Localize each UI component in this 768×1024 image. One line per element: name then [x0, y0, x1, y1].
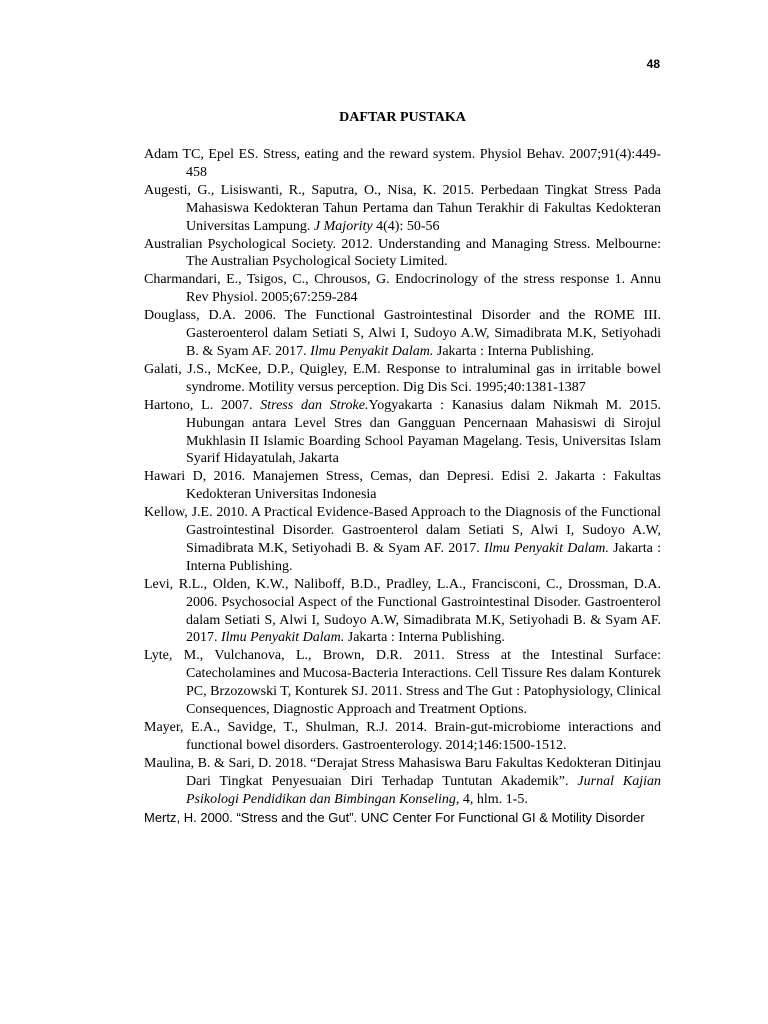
- reference-text: Levi, R.L., Olden, K.W., Naliboff, B.D., Pradley, L.A., Francisconi, C., Drossman, D.A. 2006. Psychosocial Aspect of the Functional Gastrointestinal Disoder. Gastroenterol dalam Setiati S, Alwi I, Sudoyo A.W, Simadibrata M.K, Setiyohadi B. & Syam AF. 2017.: [144, 576, 661, 646]
- reference-source-title: Jurnal Kajian Psikologi Pendidikan dan Bimbingan Konseling: [186, 773, 662, 807]
- reference-text: Mayer, E.A., Savidge, T., Shulman, R.J. 2014. Brain-gut-microbiome interactions and functional bowel disorders. Gastroenterology. 2014;146:1500-1512.: [144, 720, 661, 753]
- reference-source-title: Stress dan Stroke.: [260, 397, 369, 413]
- reference-text-tail: 4(4): 50-56: [372, 218, 440, 234]
- reference-text: Australian Psychological Society. 2012. Understanding and Managing Stress. Melbourne: The Australian Psychological Society Limited.: [144, 236, 661, 270]
- reference-entry-aps: [144, 236, 661, 272]
- reference-entry-kellow: [144, 504, 661, 576]
- reference-entry-douglass: [144, 307, 661, 361]
- reference-source-title: Ilmu Penyakit Dalam.: [310, 343, 434, 359]
- reference-text: Lyte, M., Vulchanova, L., Brown, D.R. 2011. Stress at the Intestinal Surface: Catecholamines and Mucosa-Bacteria Interactions. Cell Tissure Res dalam Konturek PC, Brzozowski T, Konturek SJ. 2011. Stress and The Gut : Patophysiology, Clinical Consequences, Diagnostic Approach and Treatment Options.: [144, 648, 661, 718]
- reference-entry-mertz: [144, 809, 661, 827]
- reference-text: Charmandari, E., Tsigos, C., Chrousos, G. Endocrinology of the stress response 1. Annu Rev Physiol. 2005;67:259-284: [144, 272, 661, 306]
- reference-text-tail: Jakarta : Interna Publishing.: [186, 540, 662, 574]
- reference-text: Adam TC, Epel ES. Stress, eating and the reward system. Physiol Behav. 2007;91(4):449-458: [144, 147, 661, 180]
- reference-source-title: J Majority: [313, 218, 373, 234]
- reference-text-tail: Jakarta : Interna Publishing.: [433, 343, 594, 359]
- reference-text: Augesti, G., Lisiswanti, R., Saputra, O., Nisa, K. 2015. Perbedaan Tingkat Stress Pada Mahasiswa Kedokteran Tahun Pertama dan Tahun Terakhir di Fakultas Kedokteran Universitas Lampung.: [144, 182, 661, 234]
- page-number: 48: [646, 57, 660, 71]
- reference-source-title: Ilmu Penyakit Dalam.: [221, 630, 345, 646]
- reference-entry-levi: [144, 576, 661, 648]
- reference-text: Hawari D, 2016. Manajemen Stress, Cemas, dan Depresi. Edisi 2. Jakarta : Fakultas Kedokteran Universitas Indonesia: [144, 469, 661, 503]
- reference-entry-charmandari: [144, 271, 661, 307]
- page-title: DAFTAR PUSTAKA: [339, 110, 466, 125]
- reference-entry-hawari: [144, 468, 661, 504]
- reference-entry-lyte: [144, 647, 661, 719]
- reference-text: Douglass, D.A. 2006. The Functional Gastrointestinal Disorder and the ROME III. Gasteroenterol dalam Setiati S, Alwi I, Sudoyo A.W, Simadibrata M.K, Setiyohadi B. & Syam AF. 2017.: [144, 308, 661, 359]
- reference-entry-galati: [144, 361, 661, 397]
- reference-entry-mayer: [144, 719, 661, 755]
- reference-list: [144, 146, 661, 826]
- reference-source-title: Ilmu Penyakit Dalam.: [484, 540, 609, 556]
- reference-text-tail: , 4, hlm. 1-5.: [455, 791, 528, 807]
- reference-text: Galati, J.S., McKee, D.P., Quigley, E.M. Response to intraluminal gas in irritable bowel syndrome. Motility versus perception. Dig Dis Sci. 1995;40:1381-1387: [144, 361, 661, 395]
- reference-text: Hartono, L. 2007.: [144, 397, 261, 413]
- reference-entry-hartono: [144, 397, 661, 469]
- reference-entry-adam: [144, 146, 661, 182]
- reference-entry-augesti: [144, 182, 661, 236]
- reference-text-tail: Yogyakarta : Kanasius dalam Nikmah M. 2015. Hubungan antara Level Stres dan Gangguan Pencernaan Mahasiswi di Sirojul Mukhlasin II Islamic Boarding School Payaman Magelang. Tesis, Universitas Islam Syarif Hidayatulah, Jakarta: [186, 397, 661, 467]
- reference-text: Maulina, B. & Sari, D. 2018. “Derajat Stress Mahasiswa Baru Fakultas Kedokteran Ditinjau Dari Tingkat Penyesuaian Diri Terhadap Tuntutan Akademik”.: [144, 755, 661, 789]
- reference-entry-maulina: [144, 755, 661, 809]
- reference-text-tail: Jakarta : Interna Publishing.: [344, 630, 505, 646]
- reference-text: Mertz, H. 2000. “Stress and the Gut”. UNC Center For Functional GI & Motility Disorder: [144, 809, 645, 825]
- reference-text: Kellow, J.E. 2010. A Practical Evidence-Based Approach to the Diagnosis of the Functional Gastrointestinal Disorder. Gastroenterol dalam Setiati S, Alwi I, Sudoyo A.W, Simadibrata M.K, Setiyohadi B. & Syam AF. 2017.: [144, 505, 661, 556]
